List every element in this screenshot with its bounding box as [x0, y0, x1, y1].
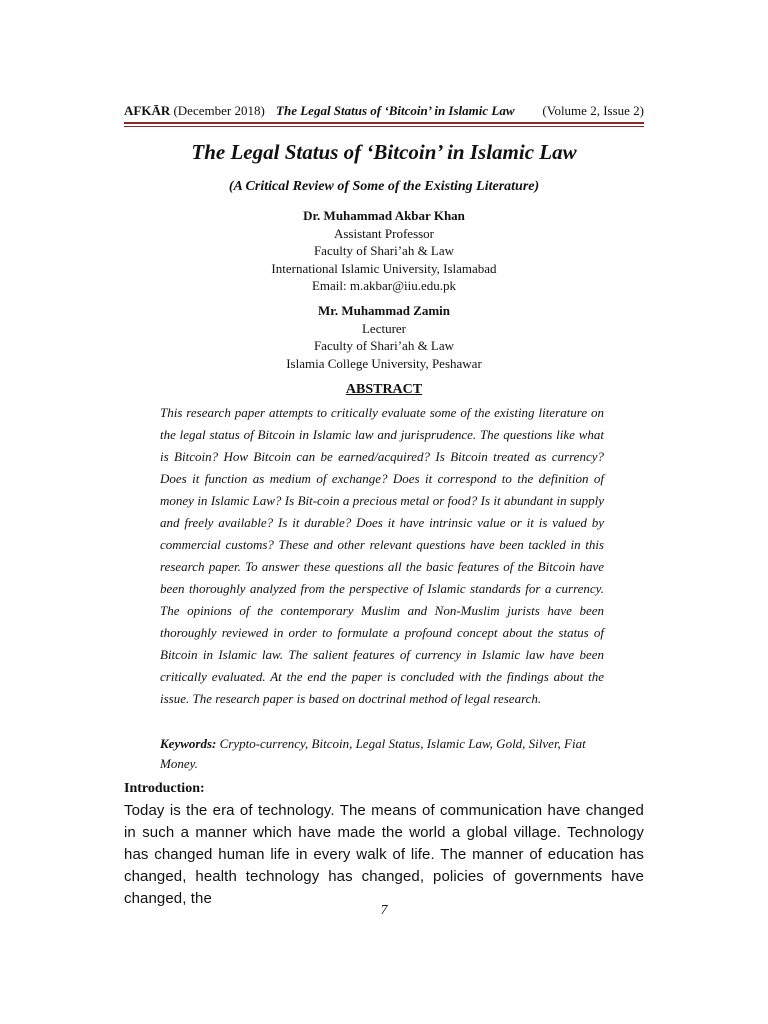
author-name: Mr. Muhammad Zamin: [317, 303, 451, 318]
author-faculty: Faculty of Shari’ah & Law: [313, 243, 455, 258]
author-institution: Islamia College University, Peshawar: [286, 355, 482, 371]
running-title: The Legal Status of ‘Bitcoin’ in Islamic Law: [276, 103, 515, 118]
keywords: [160, 734, 604, 774]
author-email: Email: m.akbar@iiu.edu.pk: [311, 278, 457, 293]
introduction-body: Today is the era of technology. The means of communication have changed in such a manner which have made the world a global village. Technology has changed human life in every walk of life. The manner of education has changed, health technology has changed, policies of governments have changed, the: [124, 802, 644, 907]
issue-date: (December 2018): [173, 103, 265, 118]
paper-title: The Legal Status of ‘Bitcoin’ in Islamic Law: [191, 140, 577, 164]
abstract-body: This research paper attempts to critically evaluate some of the existing literature on the legal status of Bitcoin in Islamic law and jurisprudence. The questions like what is Bitcoin? How Bitcoin can be earned/acquired? Is Bitcoin treated as currency? Does it function as medium of exchange? Does it correspond to the definition of money in Islamic Law? Is Bit-coin a precious metal or food? Is it abundant in supply and freely available? Is it durable? Does it have intrinsic value or it is valued by commercial customs? These and other relevant questions have been tackled in this research paper. To answer these questions all the basic features of the Bitcoin have been thoroughly analyzed from the perspective of Islamic standards for a currency. The opinions of the contemporary Muslim and Non-Muslim jurists have been thoroughly reviewed in order to formulate a profound concept about the status of Bitcoin in Islamic law. The salient features of currency in Islamic law have been critically evaluated. At the end the paper is concluded with the findings about the issue. The research paper is based on doctrinal method of legal research.: [160, 405, 604, 706]
page-number: 7: [380, 903, 388, 918]
author-name: Dr. Muhammad Akbar Khan: [303, 208, 465, 223]
journal-name: AFKĀR: [124, 103, 171, 118]
author-block-2: [0, 302, 768, 372]
introduction-heading: Introduction:: [124, 781, 205, 796]
header-rule-thick: [124, 122, 644, 124]
author-position: Assistant Professor: [333, 225, 435, 241]
keywords-label: Keywords:: [160, 736, 217, 751]
author-block-1: [0, 207, 768, 295]
author-position: Lecturer: [361, 320, 407, 336]
paper-subtitle: (A Critical Review of Some of the Existing Literature): [228, 179, 540, 194]
author-faculty: Faculty of Shari’ah & Law: [313, 338, 455, 353]
abstract-heading: ABSTRACT: [345, 382, 423, 397]
running-header: [124, 103, 644, 119]
keywords-list: Crypto-currency, Bitcoin, Legal Status, Islamic Law, Gold, Silver, Fiat Money.: [160, 736, 586, 771]
volume-issue: (Volume 2, Issue 2): [542, 103, 644, 118]
author-institution: International Islamic University, Islamabad: [271, 260, 497, 276]
header-rule-thin: [124, 126, 644, 127]
